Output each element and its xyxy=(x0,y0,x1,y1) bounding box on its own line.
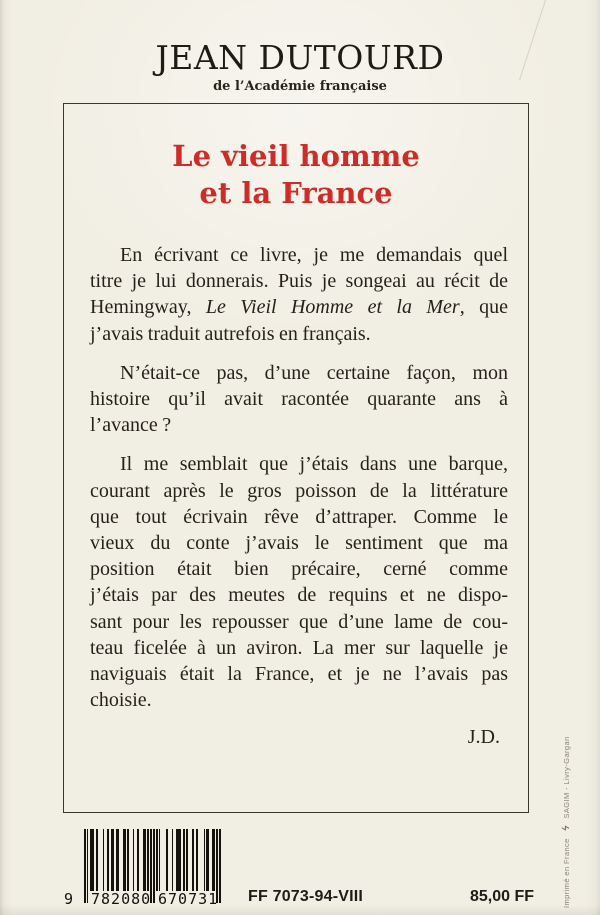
text-line: histoire qu’il avait racontée quarante ans à xyxy=(90,388,508,411)
text-line: j’étais par des meutes de requins et ne dispo- xyxy=(90,584,508,607)
barcode-bar xyxy=(97,829,99,891)
paragraph xyxy=(90,360,508,439)
text-line: sant pour les repousser que d’une lame de cou- xyxy=(90,610,508,633)
barcode-bar xyxy=(196,829,198,891)
blurb-box xyxy=(63,103,529,813)
author-affiliation: de l’Académie française xyxy=(213,79,387,94)
text-line: position était bien précaire, cerné comme xyxy=(90,558,508,581)
text-line: j’avais traduit autrefois en français. xyxy=(90,322,371,345)
paragraph xyxy=(90,242,508,347)
barcode-bar xyxy=(172,829,174,891)
barcode-bar xyxy=(147,829,149,891)
barcode-bar xyxy=(166,829,168,891)
book-title-line-2: et la France xyxy=(199,176,393,210)
text-line: Hemingway, Le Vieil Homme et la Mer, que xyxy=(90,296,508,319)
printed-in-label: Imprimé en France xyxy=(562,838,571,908)
barcode-bar xyxy=(133,829,135,891)
barcode-digit-first: 9 xyxy=(64,890,75,908)
text-line: Il me semblait que j’étais dans une barque, xyxy=(120,453,508,476)
book-title-line-1: Le vieil homme xyxy=(172,139,420,173)
text-line: En écrivant ce livre, je me demandais quel xyxy=(120,244,508,266)
barcode-bar xyxy=(153,829,155,903)
barcode-digits-group2: 670731 xyxy=(158,890,219,908)
blurb-paragraphs xyxy=(90,242,508,713)
barcode-bar xyxy=(159,829,161,891)
barcode-bar xyxy=(219,829,221,903)
edition-code: FF 7073-94-VIII xyxy=(248,888,364,905)
barcode-bar xyxy=(214,829,216,891)
sagim-logo-icon: ϟ xyxy=(561,824,572,833)
barcode-bar xyxy=(84,829,86,903)
barcode-bar xyxy=(107,829,109,891)
text-line: l’avance ? xyxy=(90,414,172,437)
text-line: courant après le gros poisson de la littérature xyxy=(90,479,508,502)
text-line: vieux du conte j’avais le sentiment que ma xyxy=(90,532,508,555)
barcode-bar xyxy=(208,829,210,891)
barcode-bar xyxy=(113,829,115,891)
price: 85,00 FF xyxy=(469,888,534,905)
barcode-bar xyxy=(137,829,139,891)
barcode-bar xyxy=(117,829,119,891)
barcode-bar xyxy=(192,829,194,891)
ean13-barcode xyxy=(64,829,222,909)
barcode-bar xyxy=(93,829,95,891)
book-title xyxy=(64,138,528,212)
barcode-bar xyxy=(204,829,206,891)
cover-header xyxy=(0,0,600,94)
barcode-bar xyxy=(156,829,158,891)
barcode-digits-group1: 782080 xyxy=(91,890,152,908)
paragraph xyxy=(90,451,508,713)
author-initials: J.D. xyxy=(467,726,500,749)
text-line: N’était-ce pas, d’une certaine façon, mon xyxy=(120,361,508,384)
text-line: teau ficelée à un aviron. La mer sur laquelle je xyxy=(90,636,508,659)
text-line: naviguais était la France, et je ne l’avais pas xyxy=(90,663,508,686)
printer-name: SAGIM - Livry-Gargan xyxy=(562,736,571,819)
printer-note xyxy=(561,738,572,908)
text-line: que tout écrivain rêve d’attraper. Comme le xyxy=(90,505,508,528)
barcode-bar xyxy=(124,829,126,891)
barcode-bar xyxy=(144,829,146,891)
barcode-bar xyxy=(179,829,181,891)
barcode-bar xyxy=(87,829,89,903)
author-name: JEAN DUTOURD xyxy=(155,38,445,77)
text-line: choisie. xyxy=(90,689,152,712)
barcode-bar xyxy=(183,829,185,891)
barcode-bar xyxy=(103,829,105,891)
text-line: titre je lui donnerais. Puis je songeai au récit de xyxy=(90,270,508,293)
barcode-bar xyxy=(127,829,129,891)
barcode-bar xyxy=(186,829,188,891)
